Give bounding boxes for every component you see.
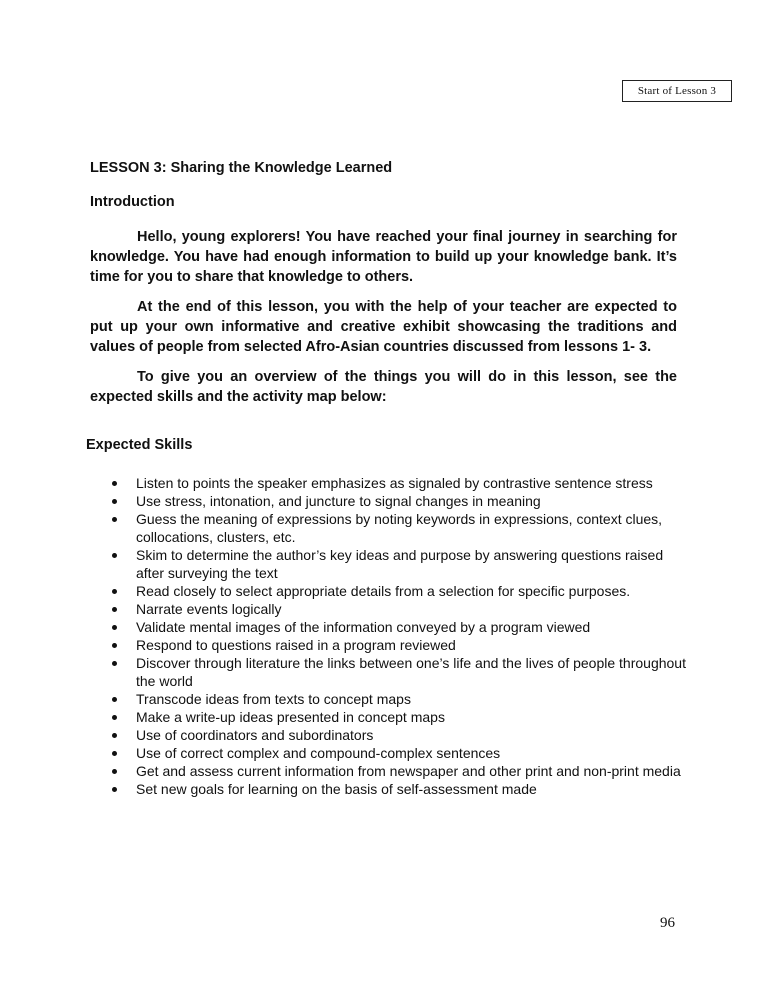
- skill-item: [106, 636, 686, 654]
- skill-item: [106, 582, 686, 600]
- skill-item: [106, 510, 686, 546]
- page-number: 96: [660, 915, 675, 931]
- skill-item: [106, 474, 686, 492]
- skill-text: Transcode ideas from texts to concept maps: [136, 691, 411, 707]
- bullet-icon: [112, 733, 117, 738]
- skill-text: Use stress, intonation, and juncture to signal changes in meaning: [136, 493, 541, 509]
- bullet-icon: [112, 715, 117, 720]
- bullet-icon: [112, 643, 117, 648]
- intro-paragraph-3: To give you an overview of the things you will do in this lesson, see the expected skills and the activity map below:: [90, 369, 677, 405]
- skill-text: Use of coordinators and subordinators: [136, 727, 374, 743]
- intro-paragraph-2: At the end of this lesson, you with the help of your teacher are expected to put up your own informative and creative exhibit showcasing the traditions and values of people from selected Afro-Asian countries discussed from lessons 1- 3.: [90, 299, 677, 355]
- skill-item: [106, 654, 686, 690]
- skill-item: [106, 744, 686, 762]
- skill-text: Listen to points the speaker emphasizes as signaled by contrastive sentence stress: [136, 475, 653, 491]
- bullet-icon: [112, 697, 117, 702]
- lesson-title: LESSON 3: Sharing the Knowledge Learned: [90, 160, 393, 176]
- skill-item: [106, 708, 686, 726]
- skill-text: Discover through literature the links between one’s life and the lives of people throughout the world: [136, 655, 686, 689]
- introduction-heading: Introduction: [90, 194, 175, 210]
- skill-item: [106, 780, 686, 798]
- skill-text: Get and assess current information from newspaper and other print and non-print media: [136, 763, 681, 779]
- skill-item: [106, 546, 686, 582]
- intro-paragraph-1: Hello, young explorers! You have reached your final journey in searching for knowledge. You have had enough information to build up your knowledge bank. It’s time for you to share that knowledge to others.: [90, 229, 677, 285]
- skill-text: Make a write-up ideas presented in concept maps: [136, 709, 445, 725]
- bullet-icon: [112, 661, 117, 666]
- skill-text: Set new goals for learning on the basis of self-assessment made: [136, 781, 537, 797]
- skill-text: Use of correct complex and compound-complex sentences: [136, 745, 501, 761]
- skill-text: Skim to determine the author’s key ideas and purpose by answering questions raised after surveying the text: [136, 547, 664, 581]
- bullet-icon: [112, 625, 117, 630]
- expected-skills-heading: Expected Skills: [86, 437, 193, 453]
- bullet-icon: [112, 751, 117, 756]
- bullet-icon: [112, 589, 117, 594]
- expected-skills-list: [106, 474, 686, 798]
- lesson-start-label: Start of Lesson 3: [622, 80, 732, 102]
- skill-item: [106, 600, 686, 618]
- skill-item: [106, 726, 686, 744]
- bullet-icon: [112, 787, 117, 792]
- bullet-icon: [112, 481, 117, 486]
- skill-text: Respond to questions raised in a program reviewed: [136, 637, 456, 653]
- skill-item: [106, 618, 686, 636]
- bullet-icon: [112, 553, 117, 558]
- bullet-icon: [112, 517, 117, 522]
- skill-text: Guess the meaning of expressions by noting keywords in expressions, context clues, collocations, clusters, etc.: [136, 511, 663, 545]
- skill-item: [106, 762, 686, 780]
- skill-item: [106, 690, 686, 708]
- bullet-icon: [112, 769, 117, 774]
- skill-text: Narrate events logically: [136, 601, 282, 617]
- bullet-icon: [112, 499, 117, 504]
- bullet-icon: [112, 607, 117, 612]
- skill-text: Read closely to select appropriate details from a selection for specific purposes.: [136, 583, 631, 599]
- skill-item: [106, 492, 686, 510]
- skill-text: Validate mental images of the information conveyed by a program viewed: [136, 619, 591, 635]
